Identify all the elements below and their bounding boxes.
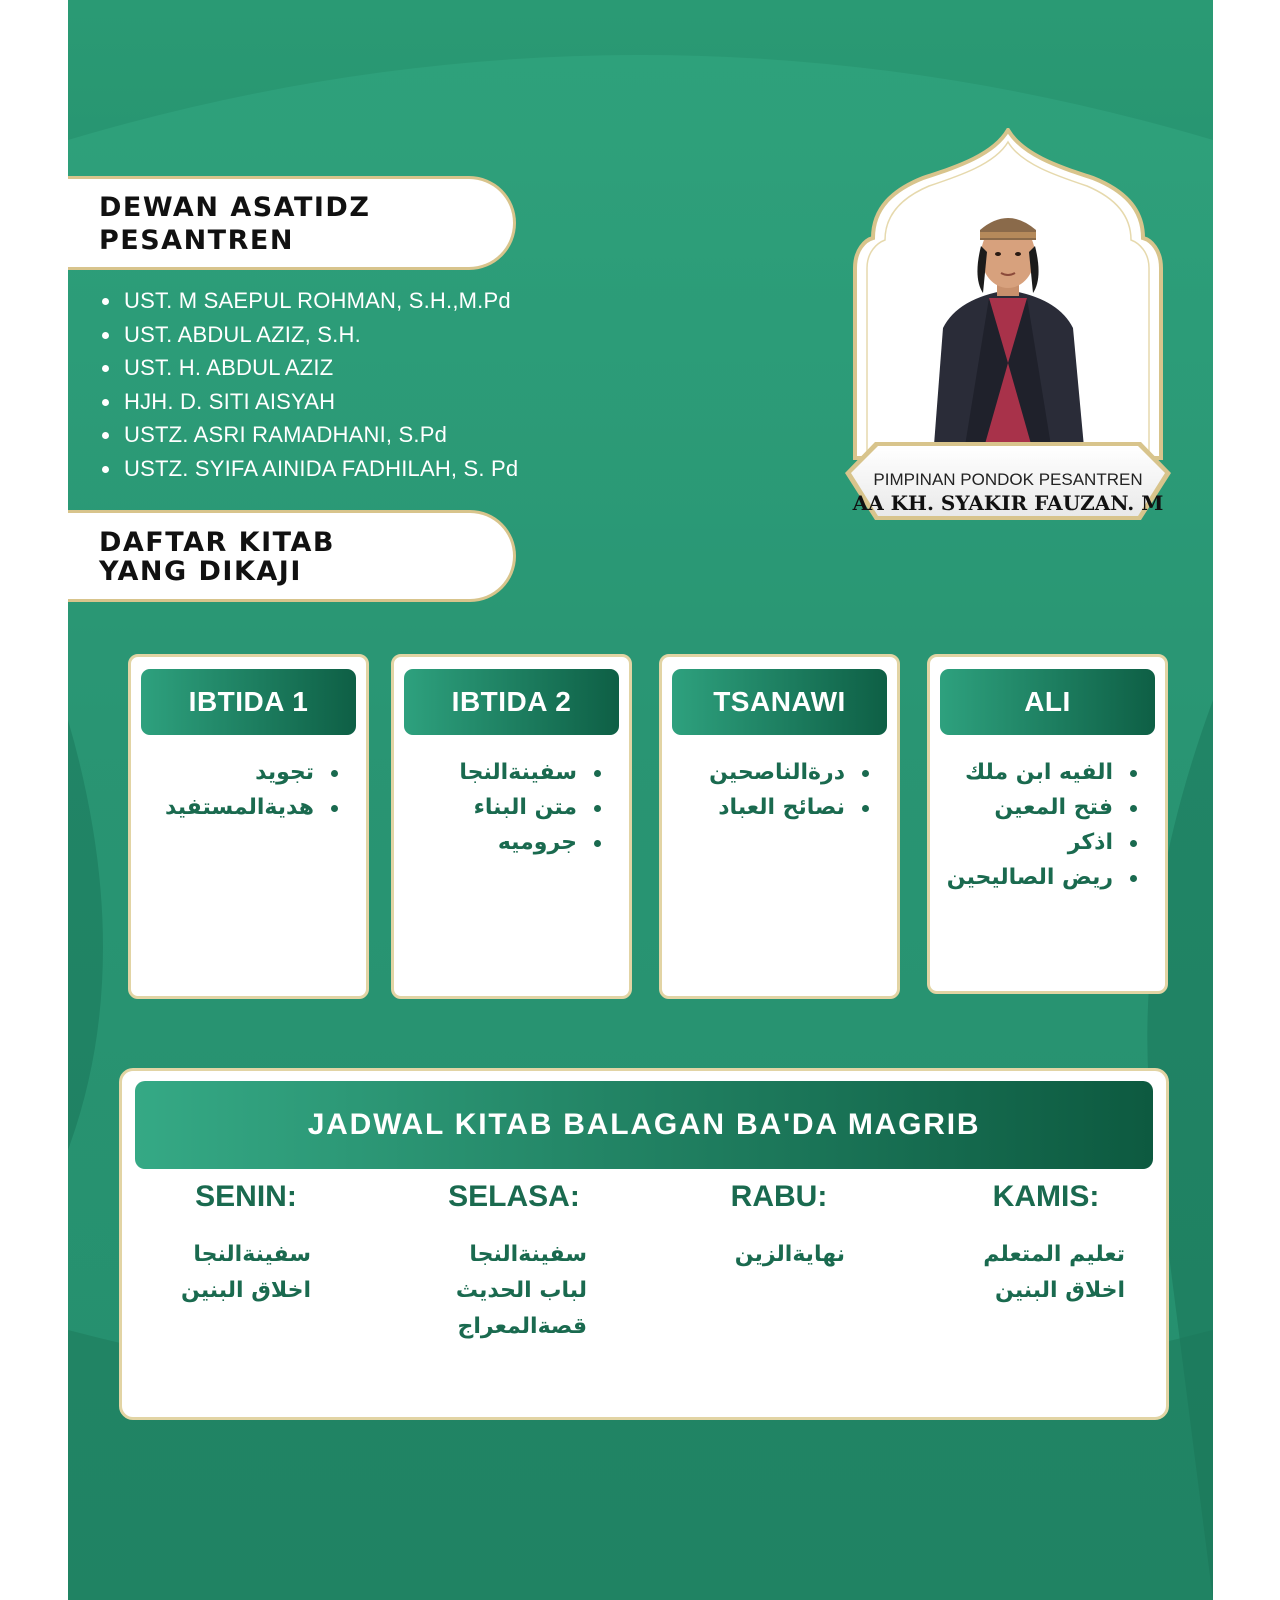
schedule-book: لباب الحديث <box>455 1278 587 1303</box>
schedule-book: اخلاق البنين <box>181 1278 311 1303</box>
schedule-books-rabu <box>605 1237 845 1273</box>
schedule-book: اخلاق البنين <box>995 1278 1125 1303</box>
level-book-list <box>165 755 340 825</box>
book-item: هديةالمستفيد <box>165 790 340 825</box>
teacher-item: HJH. D. SITI AISYAH <box>98 385 518 419</box>
book-item: فتح المعين <box>947 790 1139 825</box>
level-book-list <box>709 755 871 825</box>
book-item: جروميه <box>459 825 603 860</box>
teacher-item: UST. M SAEPUL ROHMAN, S.H.,M.Pd <box>98 284 518 318</box>
schedule-day-kamis: KAMIS: <box>992 1180 1100 1213</box>
level-card-ibtida-2 <box>391 654 632 999</box>
book-item: متن البناء <box>459 790 603 825</box>
book-item: ريض الصاليحين <box>947 860 1139 895</box>
schedule-books-senin <box>71 1237 311 1309</box>
level-book-list <box>947 755 1139 895</box>
schedule-title: JADWAL KITAB BALAGAN BA'DA MAGRIB <box>135 1081 1153 1169</box>
kitab-heading-line1: DAFTAR KITAB <box>99 527 335 558</box>
teacher-item: USTZ. ASRI RAMADHANI, S.Pd <box>98 418 518 452</box>
kitab-heading <box>99 528 335 586</box>
schedule-book: قصةالمعراج <box>457 1314 587 1339</box>
book-item: تجويد <box>165 755 340 790</box>
schedule-book: سفينةالنجا <box>469 1242 587 1267</box>
kitab-heading-pill <box>68 510 516 602</box>
book-item: نصائح العباد <box>709 790 871 825</box>
leader-role: PIMPINAN PONDOK PESANTREN <box>873 470 1143 489</box>
schedule-book: سفينةالنجا <box>193 1242 311 1267</box>
asatidz-heading-line2: PESANTREN <box>99 225 294 256</box>
level-card-title: IBTIDA 2 <box>404 669 619 735</box>
teacher-item: USTZ. SYIFA AINIDA FADHILAH, S. Pd <box>98 452 518 486</box>
book-item: الفيه ابن ملك <box>947 755 1139 790</box>
level-book-list <box>459 755 603 860</box>
schedule-book: نهايةالزين <box>734 1242 845 1267</box>
level-card-title: IBTIDA 1 <box>141 669 356 735</box>
asatidz-heading-pill <box>68 176 516 270</box>
schedule-day-rabu: RABU: <box>730 1180 828 1213</box>
teacher-item: UST. H. ABDUL AZIZ <box>98 351 518 385</box>
level-card-ibtida-1 <box>128 654 369 999</box>
schedule-book: تعليم المتعلم <box>983 1242 1125 1267</box>
teacher-list <box>98 284 518 485</box>
level-card-ali <box>927 654 1168 994</box>
asatidz-heading <box>99 191 370 257</box>
teacher-item: UST. ABDUL AZIZ, S.H. <box>98 318 518 352</box>
kitab-heading-line2: YANG DIKAJI <box>99 556 302 587</box>
schedule-day-selasa: SELASA: <box>448 1180 580 1213</box>
level-card-title: TSANAWI <box>672 669 887 735</box>
schedule-books-selasa <box>347 1237 587 1345</box>
level-card-title: ALI <box>940 669 1155 735</box>
book-item: درةالناصحين <box>709 755 871 790</box>
book-item: سفينةالنجا <box>459 755 603 790</box>
asatidz-heading-line1: DEWAN ASATIDZ <box>99 192 371 223</box>
book-item: اذكر <box>947 825 1139 860</box>
leader-name: AA KH. SYAKIR FAUZAN. M <box>852 491 1164 515</box>
level-card-tsanawi <box>659 654 900 999</box>
schedule-day-senin: SENIN: <box>195 1180 297 1213</box>
schedule-books-kamis <box>885 1237 1125 1309</box>
